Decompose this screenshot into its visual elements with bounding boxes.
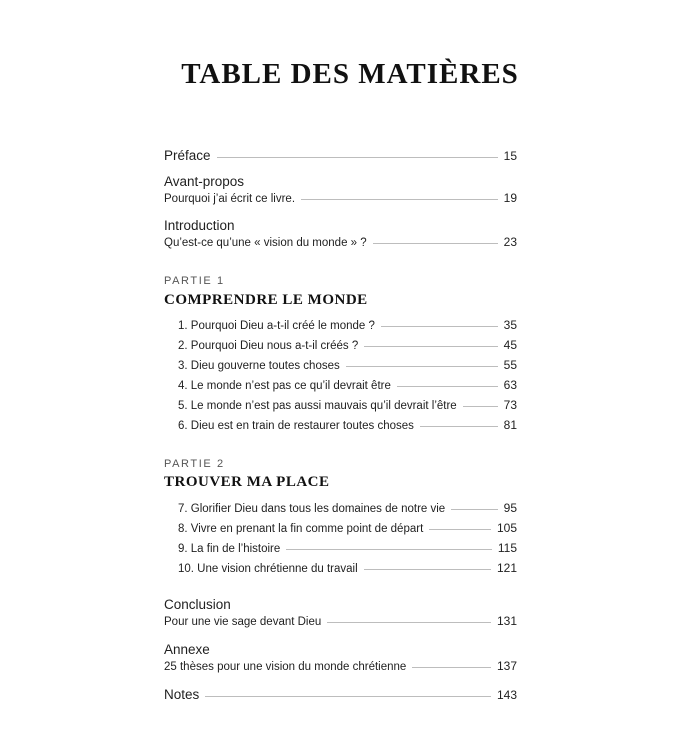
entry-label: Préface bbox=[164, 148, 211, 163]
entry-label: 5. Le monde n’est pas aussi mauvais qu’il devrait l’être bbox=[178, 400, 457, 412]
entry-label: 3. Dieu gouverne toutes choses bbox=[178, 360, 340, 372]
toc-entry-avant-propos[interactable] bbox=[164, 191, 517, 205]
dot-leader bbox=[301, 199, 498, 200]
section-heading-introduction: Introduction bbox=[164, 218, 235, 233]
dot-leader bbox=[463, 406, 498, 407]
page-number: 55 bbox=[503, 358, 517, 372]
part-label: PARTIE 1 bbox=[164, 275, 225, 287]
toc-entry-chapter[interactable] bbox=[178, 501, 517, 515]
dot-leader bbox=[451, 509, 497, 510]
page-number: 95 bbox=[503, 501, 517, 515]
page-number: 131 bbox=[496, 614, 517, 628]
dot-leader bbox=[346, 366, 498, 367]
toc-entry-chapter[interactable] bbox=[178, 541, 517, 555]
section-heading-annexe: Annexe bbox=[164, 642, 210, 657]
page-number: 19 bbox=[503, 191, 517, 205]
page-number: 105 bbox=[496, 521, 517, 535]
page-number: 15 bbox=[503, 149, 517, 163]
toc-entry-chapter[interactable] bbox=[178, 418, 517, 432]
part-title: TROUVER MA PLACE bbox=[164, 474, 330, 490]
entry-label: Qu’est-ce qu’une « vision du monde » ? bbox=[164, 237, 367, 249]
dot-leader bbox=[412, 667, 491, 668]
dot-leader bbox=[420, 426, 498, 427]
entry-label: 2. Pourquoi Dieu nous a-t-il créés ? bbox=[178, 340, 359, 352]
entry-label: 9. La fin de l’histoire bbox=[178, 543, 281, 555]
page-number: 23 bbox=[503, 235, 517, 249]
entry-label: Pour une vie sage devant Dieu bbox=[164, 616, 322, 628]
entry-label: 4. Le monde n’est pas ce qu’il devrait être bbox=[178, 380, 391, 392]
toc-entry-notes[interactable] bbox=[164, 687, 517, 702]
entry-label: 6. Dieu est en train de restaurer toutes choses bbox=[178, 420, 414, 432]
toc-entry-introduction[interactable] bbox=[164, 235, 517, 249]
toc-entry-chapter[interactable] bbox=[178, 358, 517, 372]
dot-leader bbox=[381, 326, 498, 327]
page-number: 121 bbox=[496, 561, 517, 575]
section-heading-avant-propos: Avant-propos bbox=[164, 174, 245, 189]
entry-label: 8. Vivre en prenant la fin comme point de départ bbox=[178, 523, 424, 535]
dot-leader bbox=[217, 157, 498, 158]
page-title: TABLE DES MATIÈRES bbox=[181, 58, 519, 90]
toc-entry-preface[interactable] bbox=[164, 148, 517, 163]
part-label: PARTIE 2 bbox=[164, 458, 225, 470]
toc-entry-conclusion[interactable] bbox=[164, 614, 517, 628]
dot-leader bbox=[364, 346, 497, 347]
page-number: 45 bbox=[503, 338, 517, 352]
dot-leader bbox=[429, 529, 491, 530]
entry-label: Notes bbox=[164, 687, 200, 702]
toc-entry-annexe[interactable] bbox=[164, 659, 517, 673]
dot-leader bbox=[327, 622, 491, 623]
toc-entry-chapter[interactable] bbox=[178, 521, 517, 535]
entry-label: 7. Glorifier Dieu dans tous les domaines de notre vie bbox=[178, 503, 446, 515]
toc-entry-chapter[interactable] bbox=[178, 561, 517, 575]
entry-label: 25 thèses pour une vision du monde chrétienne bbox=[164, 661, 407, 673]
page-number: 73 bbox=[503, 398, 517, 412]
dot-leader bbox=[286, 549, 492, 550]
dot-leader bbox=[205, 696, 491, 697]
entry-label: 1. Pourquoi Dieu a-t-il créé le monde ? bbox=[178, 320, 375, 332]
page-number: 115 bbox=[497, 541, 517, 555]
entry-label: 10. Une vision chrétienne du travail bbox=[178, 563, 358, 575]
entry-label: Pourquoi j’ai écrit ce livre. bbox=[164, 193, 296, 205]
dot-leader bbox=[397, 386, 498, 387]
page-number: 137 bbox=[496, 659, 517, 673]
dot-leader bbox=[364, 569, 491, 570]
toc-entry-chapter[interactable] bbox=[178, 318, 517, 332]
page-number: 143 bbox=[496, 688, 517, 702]
toc-entry-chapter[interactable] bbox=[178, 338, 517, 352]
toc-entry-chapter[interactable] bbox=[178, 378, 517, 392]
toc-entry-chapter[interactable] bbox=[178, 398, 517, 412]
section-heading-conclusion: Conclusion bbox=[164, 597, 231, 612]
page-number: 81 bbox=[503, 418, 517, 432]
dot-leader bbox=[373, 243, 498, 244]
page-number: 63 bbox=[503, 378, 517, 392]
page-number: 35 bbox=[503, 318, 517, 332]
part-title: COMPRENDRE LE MONDE bbox=[164, 292, 368, 308]
